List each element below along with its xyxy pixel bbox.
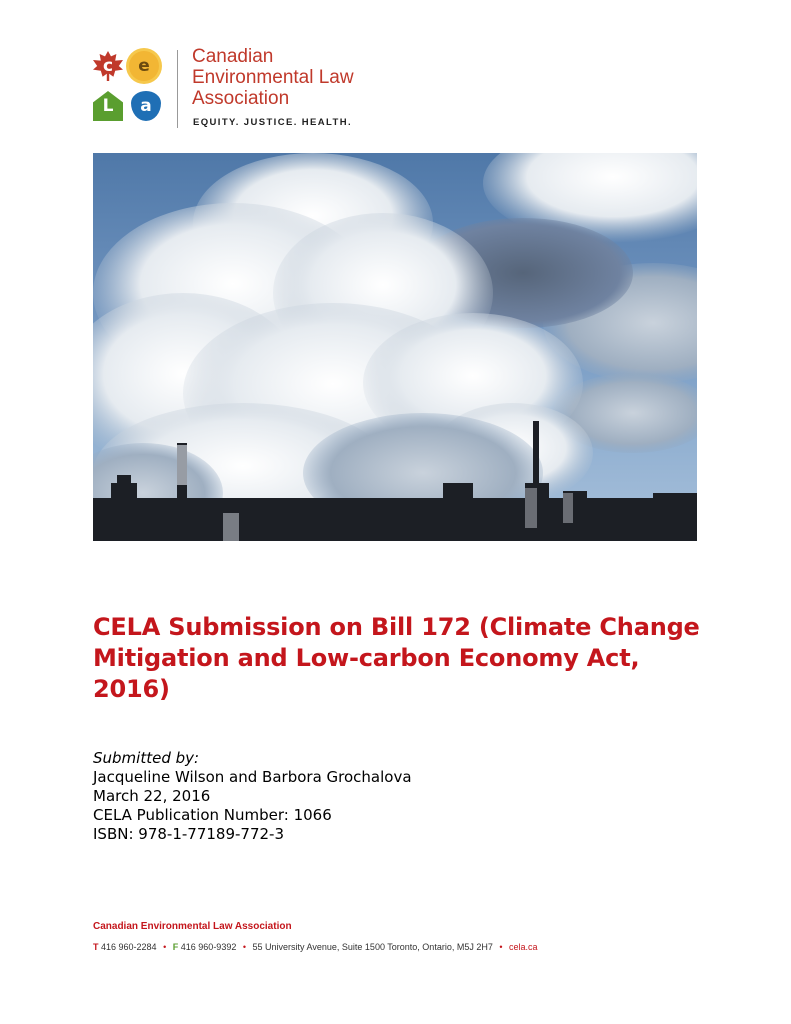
submitted-by-label: Submitted by: bbox=[93, 749, 200, 767]
submission-info bbox=[93, 749, 412, 844]
house-l-icon: L bbox=[93, 91, 123, 121]
sun-e-icon: e bbox=[129, 51, 159, 81]
logo-divider bbox=[177, 50, 178, 128]
phone-number: 416 960-2284 bbox=[101, 942, 157, 952]
org-name-line-2: Environmental Law bbox=[192, 67, 354, 88]
title-line-3: 2016) bbox=[93, 675, 170, 703]
isbn: ISBN: 978-1-77189-772-3 bbox=[93, 825, 284, 843]
authors: Jacqueline Wilson and Barbora Grochalova bbox=[93, 768, 412, 786]
footer-organization: Canadian Environmental Law Association bbox=[93, 921, 292, 932]
footer-contact-line bbox=[93, 942, 538, 952]
water-drop-a-icon: a bbox=[131, 91, 161, 121]
separator: • bbox=[242, 942, 247, 952]
org-name-line-3: Association bbox=[192, 88, 290, 109]
tagline: EQUITY. JUSTICE. HEALTH. bbox=[193, 117, 353, 128]
separator: • bbox=[499, 942, 503, 952]
title-line-1: CELA Submission on Bill 172 (Climate Change bbox=[93, 613, 700, 641]
website-link[interactable]: cela.ca bbox=[509, 942, 538, 952]
organization-name bbox=[192, 46, 354, 109]
submission-date: March 22, 2016 bbox=[93, 787, 211, 805]
maple-leaf-c-icon: c bbox=[93, 51, 123, 81]
cela-logo-mark bbox=[93, 47, 165, 129]
cover-photo-smokestacks bbox=[93, 153, 697, 541]
separator: • bbox=[163, 942, 167, 952]
document-title bbox=[93, 612, 713, 705]
publication-number: CELA Publication Number: 1066 bbox=[93, 806, 332, 824]
title-line-2: Mitigation and Low-carbon Economy Act, bbox=[93, 644, 640, 672]
fax-number: 416 960-9392 bbox=[180, 942, 237, 952]
phone-key: T bbox=[93, 942, 99, 952]
fax-key: F bbox=[172, 942, 179, 952]
address: 55 University Avenue, Suite 1500 Toronto, Ontario, M5J 2H7 bbox=[252, 942, 493, 952]
org-name-line-1: Canadian bbox=[192, 46, 274, 67]
